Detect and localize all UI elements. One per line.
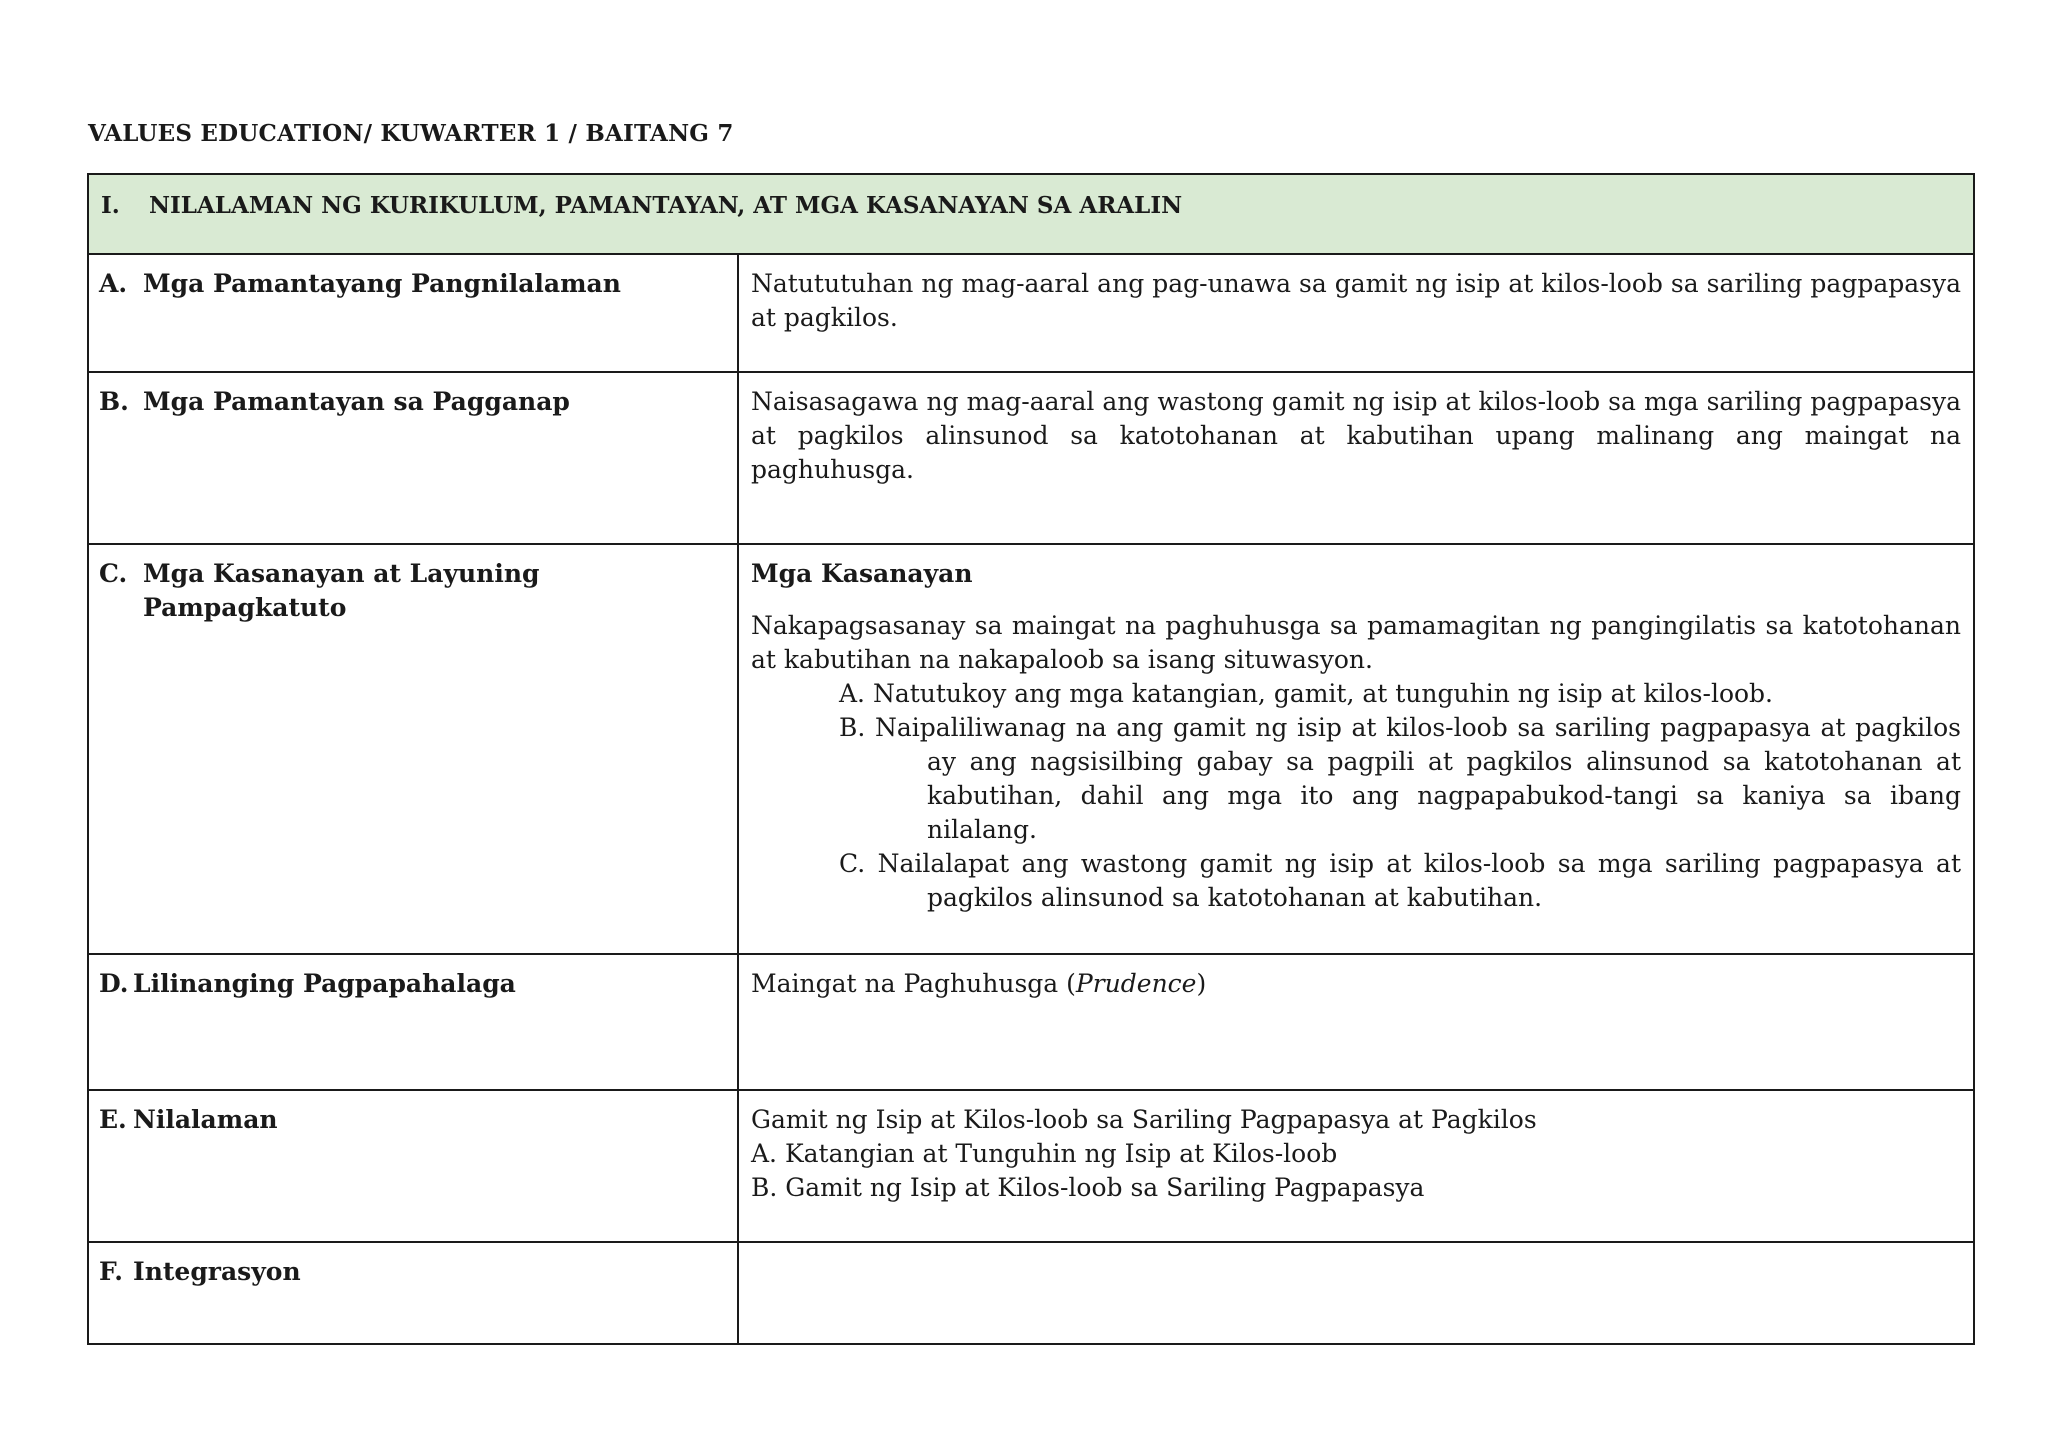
content-line: B. Gamit ng Isip at Kilos-loob sa Sariling Pagpapasya [751,1173,1425,1202]
row-label-cell [88,254,738,372]
row-label: Mga Pamantayang Pangnilalaman [143,269,621,298]
row-letter: C. [99,559,128,588]
section-number: I. [101,192,120,219]
row-letter: E. [99,1105,127,1134]
row-label: Lilinanging Pagpapahalaga [133,969,516,998]
row-content-cell [738,1242,1974,1344]
table-row [88,544,1974,954]
objective-text: A. Natutukoy ang mga katangian, gamit, at tunguhin ng isip at kilos-loob. [839,679,1773,708]
content-line: A. Katangian at Tunguhin ng Isip at Kilos-loob [751,1139,1338,1168]
content-line: Gamit ng Isip at Kilos-loob sa Sariling Pagpapasya at Pagkilos [751,1105,1537,1134]
row-content-cell [738,254,1974,372]
value-text-italic: Prudence [1075,969,1197,998]
row-letter: D. [99,969,129,998]
value-text-main: Maingat na Paghuhusga ( [751,969,1076,998]
row-label-cell [88,954,738,1090]
table-row [88,254,1974,372]
objective-text: C. Nailalapat ang wastong gamit ng isip at kilos-loob sa mga sariling pagpapasya at pagkilos alinsunod sa katotohanan at kabutihan. [839,849,1962,912]
row-label: Nilalaman [133,1105,278,1134]
row-label: Mga Kasanayan at Layuning Pampagkatuto [143,559,540,622]
table-row [88,1242,1974,1344]
row-label-cell [88,1090,738,1242]
row-label-cell [88,1242,738,1344]
competencies-intro: Nakapagsasanay sa maingat na paghuhusga sa pamamagitan ng pangingilatis sa katotohanan at kabutihan na nakapaloob sa isang situwasyon. [751,611,1962,674]
curriculum-table [87,173,1975,1345]
row-label-cell [88,544,738,954]
row-letter: F. [99,1257,123,1286]
row-letter: A. [99,269,128,298]
table-row [88,372,1974,544]
objective-text: B. Naipaliliwanag na ang gamit ng isip at kilos-loob sa sariling pagpapasya at pagkilos ay ang nagsisilbing gabay sa pagpili at pagkilos alinsunod sa katotohanan at kabutihan, dahil ang mga ito ang nagpapabukod-tangi sa kaniya sa ibang nilalang. [839,713,1962,844]
table-row [88,1090,1974,1242]
document-title: VALUES EDUCATION/ KUWARTER 1 / BAITANG 7 [88,120,734,147]
section-header-row [88,174,1974,254]
table-row [88,954,1974,1090]
row-label: Integrasyon [133,1257,301,1286]
value-text-end: ) [1196,969,1207,998]
section-header-cell [88,174,1974,254]
performance-standard-text: Naisasagawa ng mag-aaral ang wastong gamit ng isip at kilos-loob sa mga sariling pagpapasya at pagkilos alinsunod sa katotohanan at kabutihan upang malinang ang maingat na paghuhusga. [751,387,1962,484]
value-text [751,967,1961,1001]
row-content-cell [738,372,1974,544]
row-label-cell [88,372,738,544]
row-letter: B. [99,387,129,416]
objective-item [839,711,1961,847]
objective-item [839,847,1961,915]
objective-item [839,677,1961,711]
competencies-heading: Mga Kasanayan [751,559,973,588]
row-content-cell [738,1090,1974,1242]
section-title: NILALAMAN NG KURIKULUM, PAMANTAYAN, AT MGA KASANAYAN SA ARALIN [149,192,1183,219]
content-standard-text: Natututuhan ng mag-aaral ang pag-unawa sa gamit ng isip at kilos-loob sa sariling pagpapasya at pagkilos. [751,269,1962,332]
row-label: Mga Pamantayan sa Pagganap [143,387,570,416]
row-content-cell [738,954,1974,1090]
row-content-cell [738,544,1974,954]
